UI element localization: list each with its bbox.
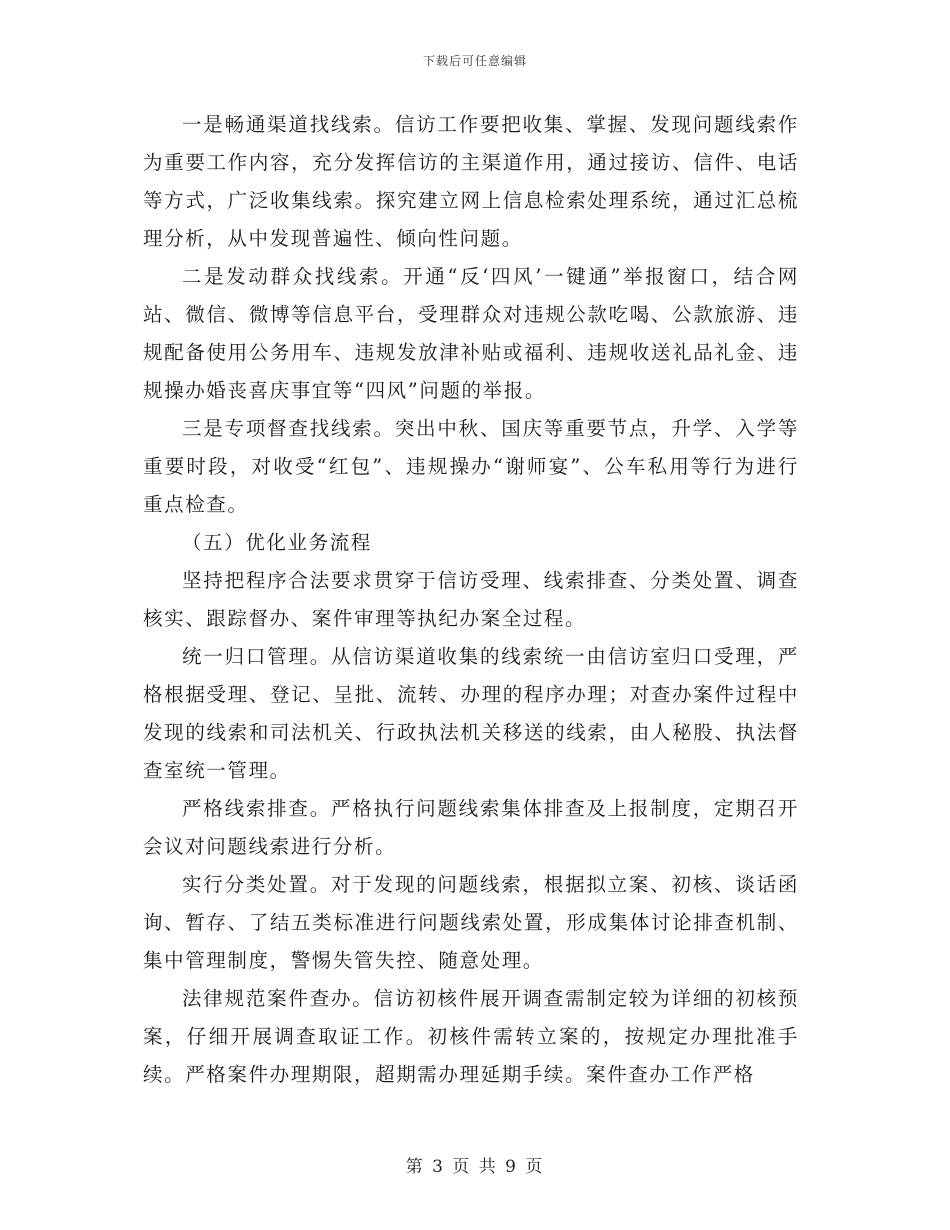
paragraph-channel-clues: 一是畅通渠道找线索。信访工作要把收集、掌握、发现问题线索作为重要工作内容，充分发挥信访的主渠道作用，通过接访、信件、电话等方式，广泛收集线索。探究建立网上信息检索处理系统，通过汇总梳理分析，从中发现普遍性、倾向性问题。 xyxy=(143,113,799,250)
page-header: 下载后可任意编辑 xyxy=(422,54,527,68)
document-body xyxy=(143,106,799,1094)
paragraph-special-inspection: 三是专项督查找线索。突出中秋、国庆等重要节点，升学、入学等重要时段，对收受“红包”、违规操办“谢师宴”、公车私用等行为进行重点检查。 xyxy=(143,417,799,516)
paragraph-unified-management: 统一归口管理。从信访渠道收集的线索统一由信访室归口受理，严格根据受理、登记、呈批、流转、办理的程序办理；对查办案件过程中发现的线索和司法机关、行政执法机关移送的线索，由人秘股、执法督查室统一管理。 xyxy=(143,645,799,782)
paragraph-legal-procedure: 坚持把程序合法要求贯穿于信访受理、线索排查、分类处置、调查核实、跟踪督办、案件审理等执纪办案全过程。 xyxy=(143,569,799,630)
paragraph-mobilize-masses: 二是发动群众找线索。开通“反‘四风’一键通”举报窗口，结合网站、微信、微博等信息平台，受理群众对违规公款吃喝、公款旅游、违规配备使用公务用车、违规发放津补贴或福利、违规收送礼品礼金、违规操办婚丧喜庆事宜等“四风”问题的举报。 xyxy=(143,265,799,402)
paragraph-strict-screening: 严格线索排查。严格执行问题线索集体排查及上报制度，定期召开会议对问题线索进行分析。 xyxy=(143,797,799,858)
page-number: 第 3 页 共 9 页 xyxy=(405,1157,545,1177)
section-heading-optimize-process: （五）优化业务流程 xyxy=(182,531,372,554)
paragraph-classified-handling: 实行分类处置。对于发现的问题线索，根据拟立案、初核、谈话函询、暂存、了结五类标准进行问题线索处置，形成集体讨论排查机制、集中管理制度，警惕失管失控、随意处理。 xyxy=(143,873,799,972)
paragraph-case-investigation: 法律规范案件查办。信访初核件展开调查需制定较为详细的初核预案，仔细开展调查取证工作。初核件需转立案的，按规定办理批准手续。严格案件办理期限，超期需办理延期手续。案件查办工作严格 xyxy=(143,987,799,1086)
